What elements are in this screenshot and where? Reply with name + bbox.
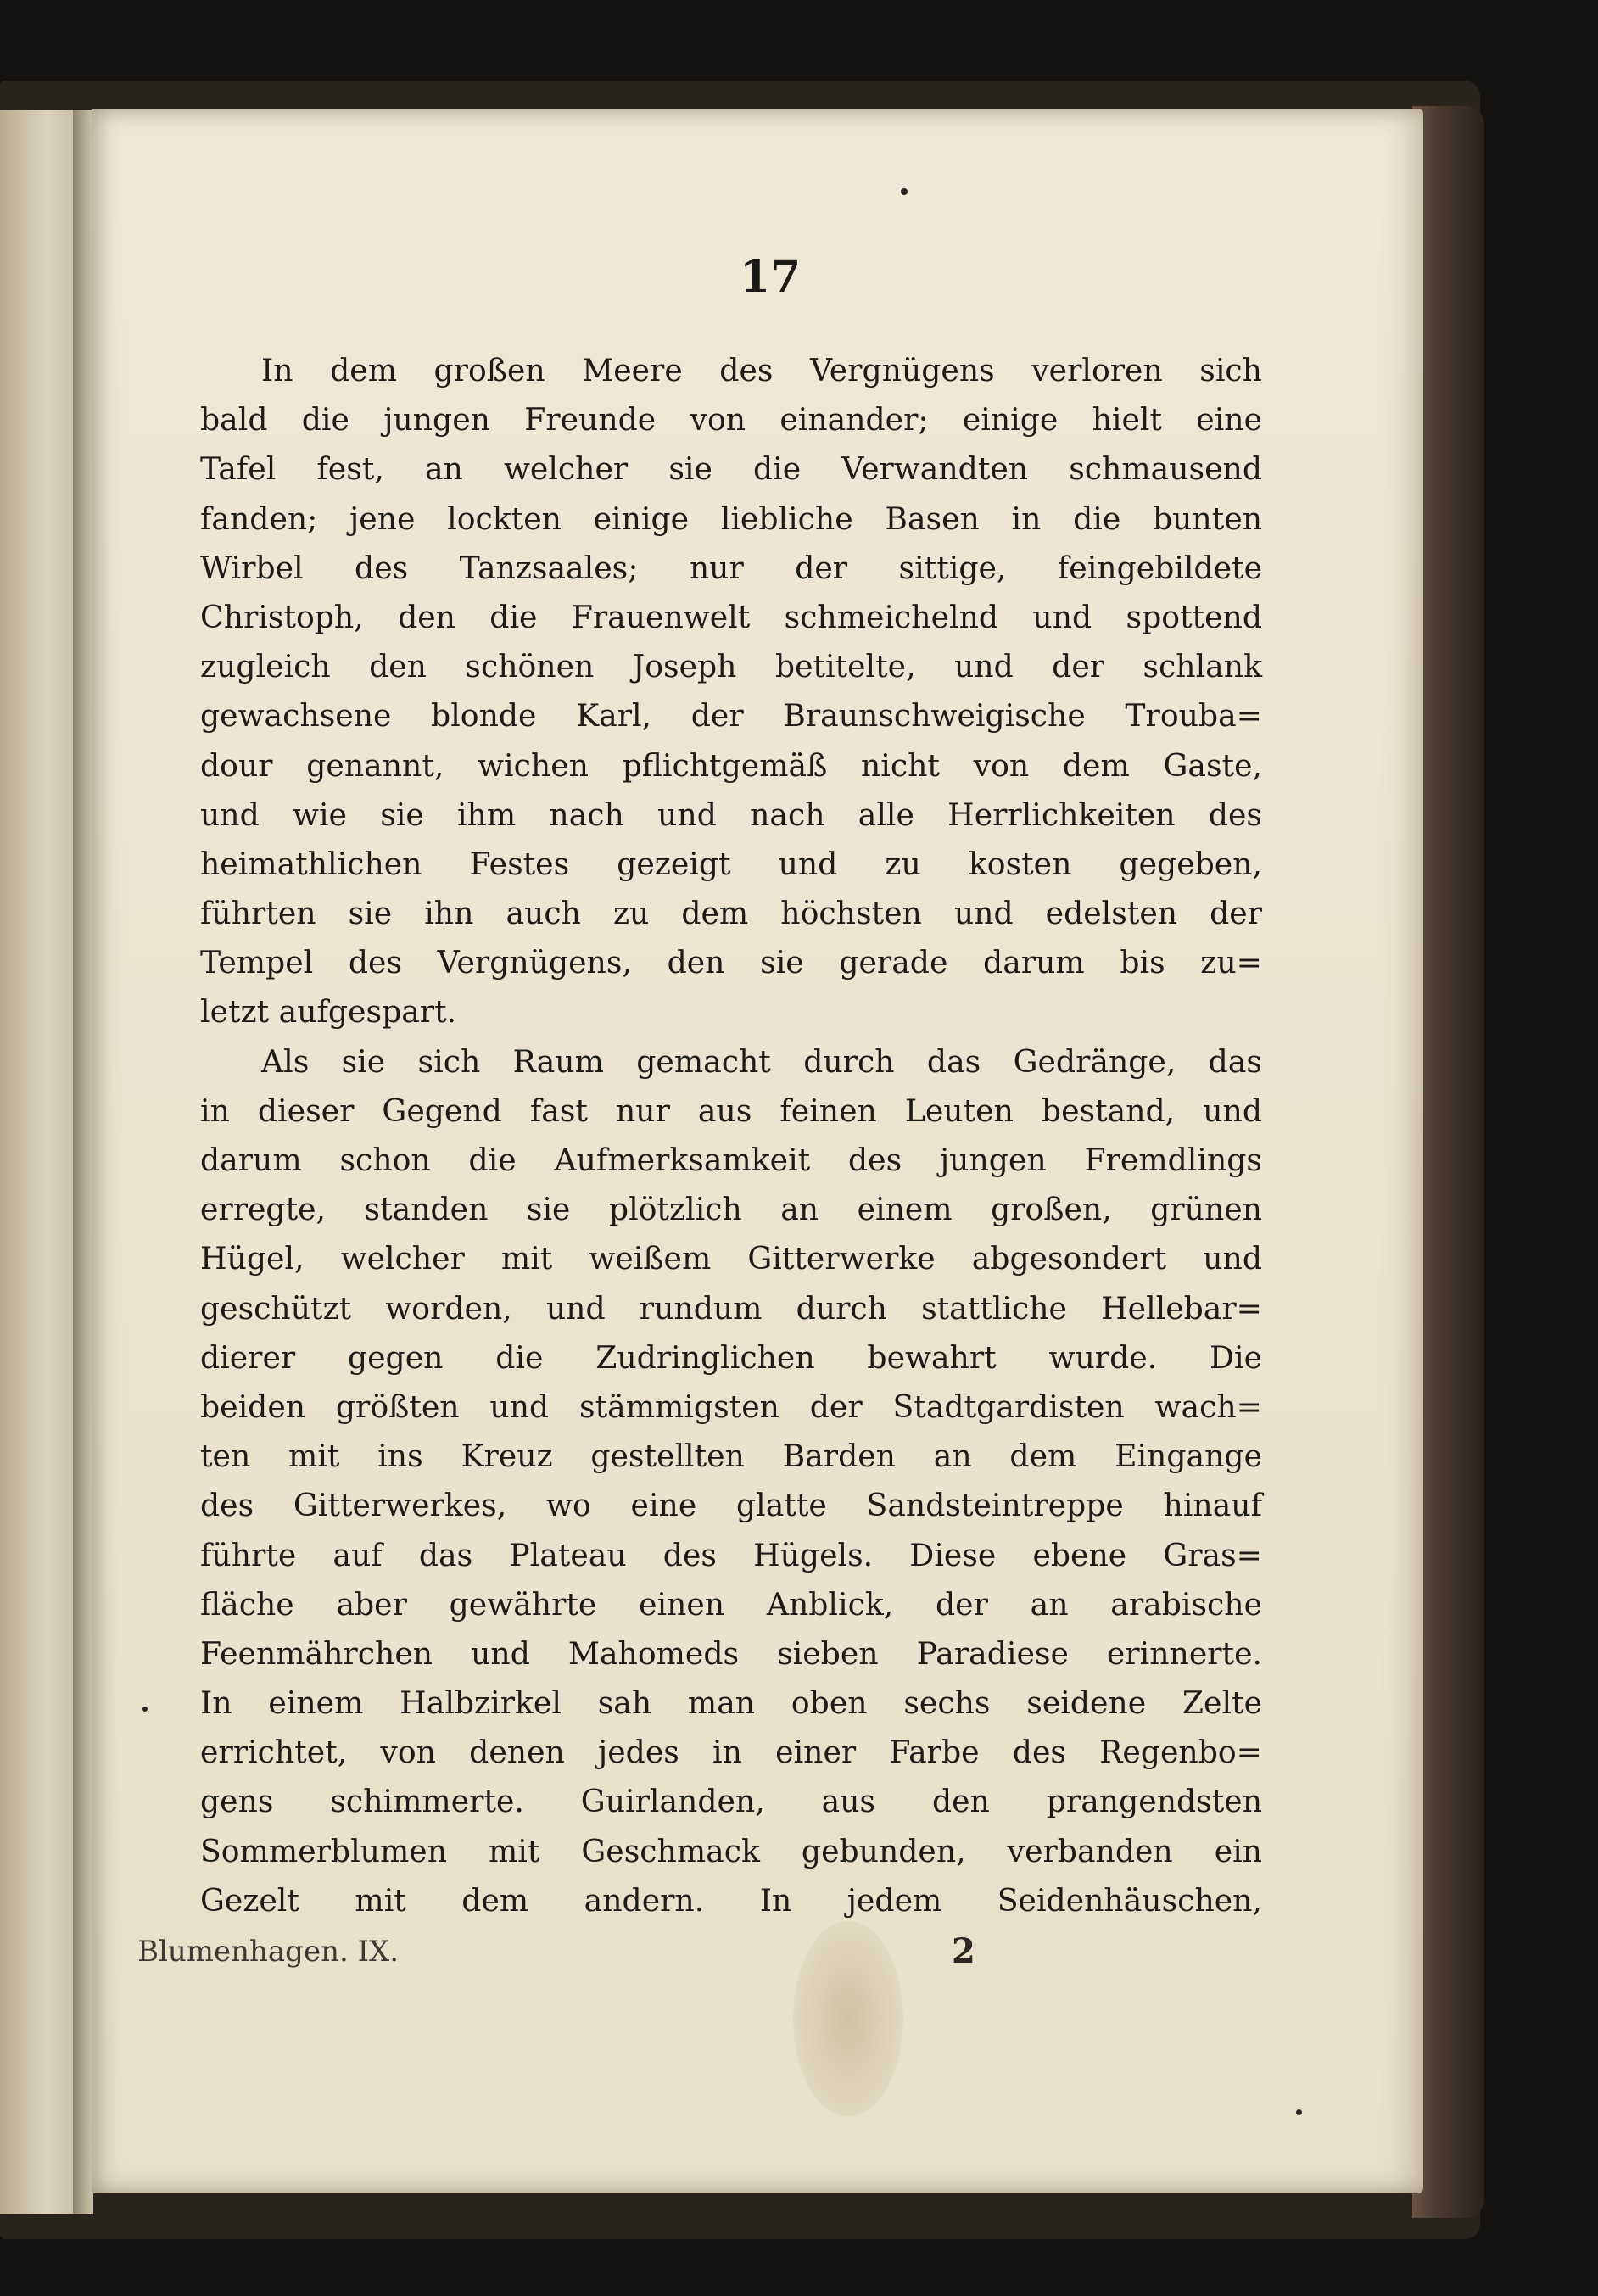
text-line: geschützt worden, und rundum durch stattliche Hellebar= bbox=[200, 1289, 1262, 1327]
text-line: Hügel, welcher mit weißem Gitterwerke abgesondert und bbox=[200, 1240, 1262, 1277]
ink-speck bbox=[1296, 2109, 1302, 2115]
text-line: zugleich den schönen Joseph betitelte, und der schlank bbox=[200, 648, 1262, 685]
text-line: fanden; jene lockten einige liebliche Basen in die bunten bbox=[200, 500, 1262, 537]
text-line: Sommerblumen mit Geschmack gebunden, verbanden ein bbox=[200, 1832, 1262, 1869]
text-line: dour genannt, wichen pflichtgemäß nicht von dem Gaste, bbox=[200, 746, 1262, 784]
page-footer bbox=[137, 1931, 1070, 1986]
text-line: Feenmährchen und Mahomeds sieben Paradiese erinnerte. bbox=[200, 1634, 1262, 1672]
text-line: Gezelt mit dem andern. In jedem Seidenhäuschen, bbox=[200, 1881, 1262, 1919]
text-line: bald die jungen Freunde von einander; einige hielt eine bbox=[200, 401, 1262, 439]
text-line: ten mit ins Kreuz gestellten Barden an dem Eingange bbox=[200, 1438, 1262, 1475]
text-line: beiden größten und stämmigsten der Stadtgardisten wach= bbox=[200, 1388, 1262, 1425]
text-line: in dieser Gegend fast nur aus feinen Leuten bestand, und bbox=[200, 1092, 1262, 1129]
text-line: In dem großen Meere des Vergnügens verloren sich bbox=[261, 352, 1262, 388]
text-line: letzt aufgespart. bbox=[200, 993, 457, 1031]
ink-speck bbox=[142, 1707, 148, 1712]
text-line: Tafel fest, an welcher sie die Verwandten schmausend bbox=[200, 450, 1262, 488]
text-line: Tempel des Vergnügens, den sie gerade darum bis zu= bbox=[200, 944, 1262, 981]
printer-signature: Blumenhagen. IX. bbox=[137, 1935, 400, 1969]
text-line: erregte, standen sie plötzlich an einem großen, grünen bbox=[200, 1191, 1262, 1228]
signature-mark: 2 bbox=[952, 1931, 975, 1971]
text-line: heimathlichen Festes gezeigt und zu kosten gegeben, bbox=[200, 845, 1262, 882]
text-line: des Gitterwerkes, wo eine glatte Sandsteintreppe hinauf bbox=[200, 1487, 1262, 1524]
text-line: dierer gegen die Zudringlichen bewahrt wurde. Die bbox=[200, 1338, 1262, 1376]
book-page bbox=[92, 109, 1423, 2193]
text-line: gens schimmerte. Guirlanden, aus den prangendsten bbox=[200, 1783, 1262, 1820]
page-body bbox=[200, 346, 1262, 1925]
ink-speck bbox=[901, 188, 908, 195]
text-line: errichtet, von denen jedes in einer Farbe des Regenbo= bbox=[200, 1734, 1262, 1771]
page-gutter bbox=[73, 110, 93, 2214]
text-line: In einem Halbzirkel sah man oben sechs seidene Zelte bbox=[200, 1684, 1262, 1722]
text-line: gewachsene blonde Karl, der Braunschweigische Trouba= bbox=[200, 697, 1262, 735]
text-line: Christoph, den die Frauenwelt schmeichelnd und spottend bbox=[200, 598, 1262, 635]
text-line: Wirbel des Tanzsaales; nur der sittige, feingebildete bbox=[200, 549, 1262, 586]
text-line: darum schon die Aufmerksamkeit des jungen Fremdlings bbox=[200, 1142, 1262, 1178]
facing-page-edge bbox=[0, 110, 78, 2214]
text-line: und wie sie ihm nach und nach alle Herrlichkeiten des bbox=[200, 796, 1262, 833]
text-line: führte auf das Plateau des Hügels. Diese ebene Gras= bbox=[200, 1536, 1262, 1573]
text-line: Als sie sich Raum gemacht durch das Gedränge, das bbox=[261, 1042, 1262, 1080]
text-line: führten sie ihn auch zu dem höchsten und edelsten der bbox=[200, 895, 1262, 932]
paper-stain bbox=[793, 1921, 903, 2116]
page-number: 17 bbox=[739, 251, 802, 303]
text-line: fläche aber gewährte einen Anblick, der an arabische bbox=[200, 1585, 1262, 1623]
